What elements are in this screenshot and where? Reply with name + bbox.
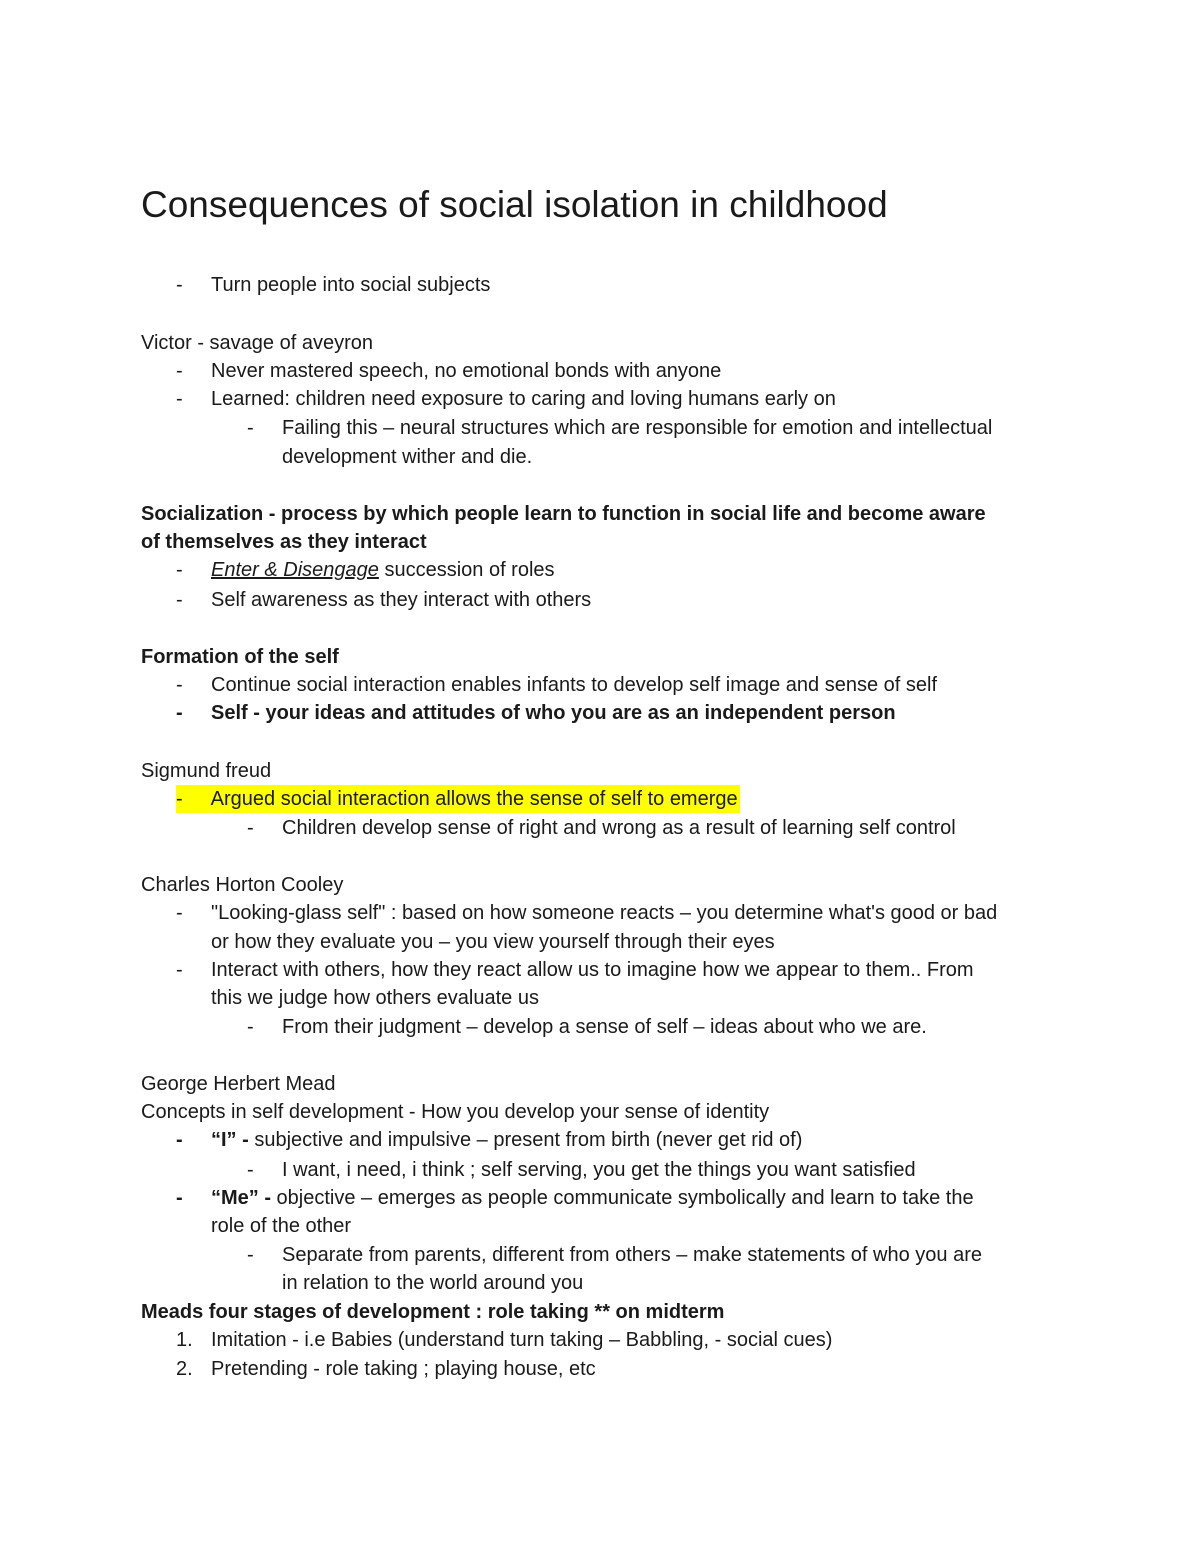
mead-i-text: subjective and impulsive – present from birth (never get rid of) <box>248 1129 803 1151</box>
freud-heading: Sigmund freud <box>141 760 272 782</box>
mead-me-bullet-line-2: role of the other <box>211 1215 352 1237</box>
bullet-dash: - <box>247 1159 254 1181</box>
freud-sub-bullet: Children develop sense of right and wrong as a result of learning self control <box>282 817 956 839</box>
bullet-dash: - <box>176 902 183 924</box>
mead-i-term: “I” - <box>211 1129 249 1151</box>
mead-i-bullet <box>211 1126 802 1154</box>
socialization-heading-line-2: of themselves as they interact <box>141 531 427 553</box>
mead-i-sub-bullet: I want, i need, i think ; self serving, you get the things you want satisfied <box>282 1159 916 1181</box>
bullet-dash: - <box>176 959 183 981</box>
stage-number: 2. <box>176 1358 193 1380</box>
bullet-dash: - <box>176 702 183 724</box>
mead-heading: George Herbert Mead <box>141 1073 336 1095</box>
bullet-dash: - <box>176 388 183 410</box>
bullet-dash: - <box>247 417 254 439</box>
cooley-bullet-1-line-1: "Looking-glass self" : based on how someone reacts – you determine what's good or bad <box>211 902 998 924</box>
freud-bullet-1 <box>176 785 740 813</box>
stage-2: Pretending - role taking ; playing house, etc <box>211 1358 596 1380</box>
victor-bullet-2: Learned: children need exposure to caring and loving humans early on <box>211 388 836 410</box>
socialization-bullet-2: Self awareness as they interact with others <box>211 589 592 611</box>
bullet-dash: - <box>247 1016 254 1038</box>
bullet-dash: - <box>247 817 254 839</box>
freud-bullet-1-text: Argued social interaction allows the sense of self to emerge <box>210 788 738 810</box>
enter-disengage-term: Enter & Disengage <box>211 559 379 581</box>
formation-bullet-2: Self - your ideas and attitudes of who you are as an independent person <box>211 702 896 724</box>
stage-number: 1. <box>176 1329 193 1351</box>
page-title: Consequences of social isolation in childhood <box>141 184 888 225</box>
victor-sub-bullet-line-1: Failing this – neural structures which are responsible for emotion and intellectual <box>282 417 993 439</box>
bullet-dash: - <box>176 274 183 296</box>
victor-heading: Victor - savage of aveyron <box>141 332 373 354</box>
victor-sub-bullet-line-2: development wither and die. <box>282 446 533 468</box>
bullet-dash: - <box>176 589 183 611</box>
stage-1: Imitation - i.e Babies (understand turn taking – Babbling, - social cues) <box>211 1329 833 1351</box>
mead-me-sub-line-2: in relation to the world around you <box>282 1272 584 1294</box>
cooley-bullet-1-line-2: or how they evaluate you – you view yourself through their eyes <box>211 931 775 953</box>
mead-me-term: “Me” - <box>211 1187 271 1209</box>
socialization-bullet-1 <box>211 556 555 584</box>
bullet-dash: - <box>176 1187 183 1209</box>
formation-bullet-1: Continue social interaction enables infants to develop self image and sense of self <box>211 674 938 696</box>
mead-concepts: Concepts in self development - How you develop your sense of identity <box>141 1101 770 1123</box>
cooley-bullet-2-line-1: Interact with others, how they react allow us to imagine how we appear to them.. From <box>211 959 974 981</box>
socialization-bullet-1-rest: succession of roles <box>378 559 555 581</box>
mead-stages-heading: Meads four stages of development : role taking ** on midterm <box>141 1301 725 1323</box>
mead-me-bullet-line-1 <box>211 1184 974 1212</box>
mead-me-text: objective – emerges as people communicate symbolically and learn to take the <box>271 1187 974 1209</box>
bullet-dash: - <box>176 360 183 382</box>
bullet-dash: - <box>247 1244 254 1266</box>
bullet-dash: - <box>176 559 183 581</box>
bullet-dash: - <box>176 674 183 696</box>
cooley-bullet-2-line-2: this we judge how others evaluate us <box>211 987 539 1009</box>
intro-bullet: Turn people into social subjects <box>211 274 491 296</box>
cooley-sub-bullet: From their judgment – develop a sense of self – ideas about who we are. <box>282 1016 927 1038</box>
cooley-heading: Charles Horton Cooley <box>141 874 344 896</box>
mead-me-sub-line-1: Separate from parents, different from others – make statements of who you are <box>282 1244 982 1266</box>
victor-bullet-1: Never mastered speech, no emotional bonds with anyone <box>211 360 722 382</box>
formation-heading: Formation of the self <box>141 646 339 668</box>
socialization-heading-line-1: Socialization - process by which people learn to function in social life and become aware <box>141 503 986 525</box>
bullet-dash: - <box>176 788 183 810</box>
bullet-dash: - <box>176 1129 183 1151</box>
